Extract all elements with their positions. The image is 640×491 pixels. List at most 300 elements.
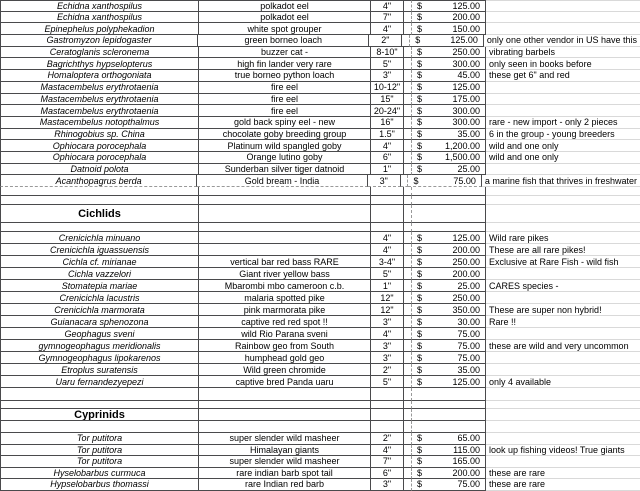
- common-name-cell: Platinum wild spangled goby: [199, 140, 371, 152]
- price-cell: [412, 70, 486, 82]
- common-name-cell: rare Indian red barb: [199, 479, 371, 491]
- price-cell: [410, 35, 484, 47]
- price-cell: [412, 196, 486, 205]
- price-value: 75.00: [453, 175, 476, 186]
- currency-symbol: $: [417, 268, 423, 279]
- common-name-cell: high fin lander very rare: [199, 58, 371, 70]
- page-break-gap: [404, 0, 412, 12]
- common-name-cell: green borneo loach: [198, 35, 369, 47]
- common-name-cell: gold back spiny eel - new: [199, 117, 371, 129]
- species-cell: Crenicichla lacustris: [0, 292, 199, 304]
- page-break-gap: [404, 117, 412, 129]
- price-value: 30.00: [457, 316, 480, 327]
- note-cell: 6 in the group - young breeders: [486, 129, 640, 141]
- note-cell: [486, 456, 640, 468]
- page-break-gap: [404, 304, 412, 316]
- common-name-cell: humphead gold geo: [199, 352, 371, 364]
- size-cell: 1": [371, 164, 404, 176]
- currency-symbol: $: [417, 163, 423, 174]
- common-name-cell: pink marmorata pike: [199, 304, 371, 316]
- species-cell: [0, 388, 199, 401]
- price-cell: [412, 47, 486, 59]
- page-break-gap: [404, 12, 412, 24]
- species-cell: Stomatepia mariae: [0, 280, 199, 292]
- note-cell: [486, 94, 640, 106]
- note-cell: look up fishing videos! True giants: [486, 445, 640, 457]
- price-value: 125.00: [450, 35, 478, 46]
- price-value: 115.00: [453, 444, 480, 455]
- species-cell: Guianacara sphenozona: [0, 316, 199, 328]
- common-name-cell: rare indian barb spot tail: [199, 468, 371, 480]
- price-value: 200.00: [452, 467, 480, 478]
- page-break-gap: [404, 256, 412, 268]
- note-cell: vibrating barbels: [486, 47, 640, 59]
- note-cell: these get 6" and red: [486, 70, 640, 82]
- price-cell: [412, 479, 486, 491]
- price-cell: [412, 421, 486, 433]
- currency-symbol: $: [417, 105, 423, 116]
- currency-symbol: $: [417, 12, 423, 23]
- species-cell: Epinephelus polyphekadion: [0, 23, 199, 35]
- currency-symbol: $: [415, 35, 421, 46]
- species-cell: [0, 196, 199, 205]
- page-break-gap: [404, 433, 412, 445]
- size-cell: 8-10": [371, 47, 404, 59]
- size-cell: 6": [371, 152, 404, 164]
- note-cell: [486, 0, 640, 12]
- page-break-gap: [404, 280, 412, 292]
- size-cell: [371, 223, 404, 232]
- size-cell: 2": [371, 433, 404, 445]
- common-name-cell: true borneo python loach: [199, 70, 371, 82]
- note-cell: these are wild and very uncommon: [486, 340, 640, 352]
- currency-symbol: $: [417, 328, 423, 339]
- price-value: 300.00: [452, 117, 480, 128]
- price-value: 35.00: [457, 128, 480, 139]
- table-row: [0, 175, 640, 187]
- price-value: 200.00: [452, 12, 480, 23]
- table-row: [0, 304, 640, 316]
- size-cell: [371, 196, 404, 205]
- size-cell: 4": [371, 140, 404, 152]
- page-break-gap: [404, 409, 412, 421]
- size-cell: 2": [369, 35, 402, 47]
- table-row: [0, 352, 640, 364]
- page-break-gap: [404, 232, 412, 244]
- note-cell: only seen in books before: [486, 58, 640, 70]
- page-break-gap: [404, 129, 412, 141]
- table-row: [0, 232, 640, 244]
- section-header-row: [0, 409, 640, 421]
- common-name-cell: [199, 232, 371, 244]
- species-cell: Cichla cf. mirianae: [0, 256, 199, 268]
- size-cell: 3": [371, 316, 404, 328]
- price-value: 75.00: [457, 328, 480, 339]
- size-cell: 5": [371, 376, 404, 388]
- note-cell: CARES species -: [486, 280, 640, 292]
- size-cell: 10-12": [371, 82, 404, 94]
- species-cell: Tor putitora: [0, 433, 199, 445]
- size-cell: [371, 409, 404, 421]
- price-value: 300.00: [452, 58, 480, 69]
- table-row: [0, 256, 640, 268]
- common-name-cell: [199, 223, 371, 232]
- species-cell: Ophiocara porocephala: [0, 140, 199, 152]
- table-row: [0, 340, 640, 352]
- table-row: [0, 433, 640, 445]
- note-cell: wild and one only: [486, 140, 640, 152]
- section-header-label: Cichlids: [0, 205, 199, 223]
- page-break-gap: [402, 35, 410, 47]
- size-cell: [371, 401, 404, 409]
- price-cell: [412, 328, 486, 340]
- price-cell: [412, 468, 486, 480]
- note-cell: wild and one only: [486, 152, 640, 164]
- page-break-gap: [404, 82, 412, 94]
- size-cell: 3-4": [371, 256, 404, 268]
- currency-symbol: $: [417, 23, 423, 34]
- table-row: [0, 94, 640, 106]
- species-cell: Cichla vazzelori: [0, 268, 199, 280]
- page-break-gap: [404, 468, 412, 480]
- currency-symbol: $: [417, 232, 423, 243]
- page-break-gap: [404, 340, 412, 352]
- page-break-gap: [404, 205, 412, 223]
- note-cell: [486, 223, 640, 232]
- table-row: [0, 35, 640, 47]
- price-value: 45.00: [457, 70, 480, 81]
- note-cell: [486, 433, 640, 445]
- price-value: 200.00: [452, 244, 480, 255]
- page-break-gap: [404, 140, 412, 152]
- size-cell: 15": [371, 94, 404, 106]
- price-cell: [412, 256, 486, 268]
- species-cell: Echidna xanthospilus: [0, 0, 199, 12]
- currency-symbol: $: [417, 0, 423, 11]
- note-cell: [486, 401, 640, 409]
- currency-symbol: $: [417, 82, 423, 93]
- page-break-gap: [404, 456, 412, 468]
- note-cell: [486, 105, 640, 117]
- note-cell: Rare !!: [486, 316, 640, 328]
- currency-symbol: $: [417, 244, 423, 255]
- table-row: [0, 47, 640, 59]
- price-value: 125.00: [452, 232, 480, 243]
- table-row: [0, 164, 640, 176]
- price-value: 150.00: [452, 23, 480, 34]
- price-value: 125.00: [452, 82, 480, 93]
- note-cell: [486, 292, 640, 304]
- price-value: 65.00: [457, 433, 480, 444]
- empty-row: [0, 421, 640, 433]
- price-cell: [412, 409, 486, 421]
- size-cell: [371, 205, 404, 223]
- common-name-cell: Wild green chromide: [199, 364, 371, 376]
- species-cell: Ophiocara porocephala: [0, 152, 199, 164]
- currency-symbol: $: [417, 47, 423, 58]
- size-cell: [371, 388, 404, 401]
- table-row: [0, 292, 640, 304]
- size-cell: 4": [371, 445, 404, 457]
- note-cell: [486, 364, 640, 376]
- size-cell: 5": [371, 268, 404, 280]
- price-value: 1,200.00: [444, 140, 480, 151]
- common-name-cell: [199, 205, 371, 223]
- price-cell: [412, 152, 486, 164]
- common-name-cell: polkadot eel: [199, 0, 371, 12]
- page-break-gap: [404, 292, 412, 304]
- species-cell: Mastacembelus notopthalmus: [0, 117, 199, 129]
- note-cell: a marine fish that thrives in freshwater: [482, 175, 640, 187]
- price-cell: [412, 433, 486, 445]
- table-row: [0, 105, 640, 117]
- currency-symbol: $: [417, 152, 423, 163]
- page-break-gap: [404, 47, 412, 59]
- currency-symbol: $: [417, 456, 423, 467]
- empty-row: [0, 187, 640, 196]
- page-break-gap: [404, 376, 412, 388]
- page-break-gap: [401, 175, 409, 187]
- species-cell: Hyselobarbus curmuca: [0, 468, 199, 480]
- table-row: [0, 268, 640, 280]
- size-cell: 2": [371, 364, 404, 376]
- price-cell: [412, 401, 486, 409]
- note-cell: [486, 328, 640, 340]
- price-cell: [412, 187, 486, 196]
- currency-symbol: $: [417, 93, 423, 104]
- empty-row: [0, 388, 640, 401]
- species-cell: [0, 401, 199, 409]
- common-name-cell: Giant river yellow bass: [199, 268, 371, 280]
- page-break-gap: [404, 70, 412, 82]
- currency-symbol: $: [417, 256, 423, 267]
- currency-symbol: $: [417, 304, 423, 315]
- empty-row: [0, 196, 640, 205]
- table-row: [0, 23, 640, 35]
- common-name-cell: Orange lutino goby: [199, 152, 371, 164]
- table-row: [0, 82, 640, 94]
- note-cell: only one other vendor in US have this: [484, 35, 640, 47]
- price-cell: [412, 94, 486, 106]
- price-cell: [412, 223, 486, 232]
- note-cell: [486, 388, 640, 401]
- note-cell: [486, 205, 640, 223]
- size-cell: 3": [371, 340, 404, 352]
- page-break-gap: [404, 328, 412, 340]
- currency-symbol: $: [417, 58, 423, 69]
- price-cell: [412, 140, 486, 152]
- price-value: 25.00: [457, 163, 480, 174]
- currency-symbol: $: [417, 70, 423, 81]
- note-cell: [486, 187, 640, 196]
- currency-symbol: $: [413, 175, 419, 186]
- species-cell: Mastacembelus erythrotaenia: [0, 82, 199, 94]
- price-cell: [412, 129, 486, 141]
- size-cell: 20-24": [371, 105, 404, 117]
- price-cell: [412, 364, 486, 376]
- species-cell: Datnoid polota: [0, 164, 199, 176]
- size-cell: 4": [371, 232, 404, 244]
- size-cell: 3": [371, 70, 404, 82]
- common-name-cell: Gold bream - India: [197, 175, 368, 187]
- note-cell: [486, 196, 640, 205]
- table-row: [0, 468, 640, 480]
- species-cell: [0, 223, 199, 232]
- note-cell: these are rare: [486, 479, 640, 491]
- table-row: [0, 244, 640, 256]
- page-break-gap: [404, 364, 412, 376]
- price-value: 165.00: [452, 456, 480, 467]
- note-cell: [486, 268, 640, 280]
- table-row: [0, 456, 640, 468]
- price-cell: [412, 205, 486, 223]
- note-cell: rare - new import - only 2 pieces: [486, 117, 640, 129]
- page-break-gap: [404, 352, 412, 364]
- price-value: 300.00: [452, 105, 480, 116]
- note-cell: These are all rare pikes!: [486, 244, 640, 256]
- currency-symbol: $: [417, 467, 423, 478]
- page-break-gap: [404, 445, 412, 457]
- page-break-gap: [404, 152, 412, 164]
- size-cell: 4": [371, 0, 404, 12]
- price-value: 250.00: [452, 256, 480, 267]
- currency-symbol: $: [417, 340, 423, 351]
- note-cell: [486, 82, 640, 94]
- empty-row: [0, 223, 640, 232]
- size-cell: 4": [371, 244, 404, 256]
- common-name-cell: polkadot eel: [199, 12, 371, 24]
- note-cell: [486, 409, 640, 421]
- currency-symbol: $: [417, 433, 423, 444]
- common-name-cell: captive bred Panda uaru: [199, 376, 371, 388]
- price-cell: [412, 117, 486, 129]
- common-name-cell: fire eel: [199, 82, 371, 94]
- common-name-cell: fire eel: [199, 105, 371, 117]
- size-cell: 3": [368, 175, 401, 187]
- page-break-gap: [404, 421, 412, 433]
- table-row: [0, 152, 640, 164]
- species-cell: Uaru fernandezyepezi: [0, 376, 199, 388]
- table-row: [0, 316, 640, 328]
- currency-symbol: $: [417, 352, 423, 363]
- size-cell: [371, 421, 404, 433]
- table-row: [0, 445, 640, 457]
- page-break-gap: [404, 223, 412, 232]
- price-cell: [412, 232, 486, 244]
- currency-symbol: $: [417, 280, 423, 291]
- common-name-cell: [199, 196, 371, 205]
- page-break-gap: [404, 479, 412, 491]
- common-name-cell: buzzer cat -: [199, 47, 371, 59]
- species-cell: Crenicichla iguassuensis: [0, 244, 199, 256]
- common-name-cell: captive red red spot !!: [199, 316, 371, 328]
- species-cell: Homaloptera orthogoniata: [0, 70, 199, 82]
- price-cell: [412, 376, 486, 388]
- common-name-cell: wild Rio Parana sveni: [199, 328, 371, 340]
- species-cell: Tor putitora: [0, 445, 199, 457]
- price-value: 1,500.00: [444, 152, 480, 163]
- price-cell: [408, 175, 481, 187]
- price-value: 25.00: [457, 280, 480, 291]
- price-cell: [412, 280, 486, 292]
- page-break-gap: [404, 401, 412, 409]
- price-value: 200.00: [452, 268, 480, 279]
- species-cell: Mastacembelus erythrotaenia: [0, 105, 199, 117]
- common-name-cell: [199, 409, 371, 421]
- table-row: [0, 376, 640, 388]
- currency-symbol: $: [417, 140, 423, 151]
- page-break-gap: [404, 94, 412, 106]
- page-break-gap: [404, 23, 412, 35]
- table-row: [0, 364, 640, 376]
- species-cell: Ceratoglanis scleronema: [0, 47, 199, 59]
- species-cell: Geophagus sveni: [0, 328, 199, 340]
- species-cell: Tor putitora: [0, 456, 199, 468]
- size-cell: 12": [371, 292, 404, 304]
- price-cell: [412, 316, 486, 328]
- price-cell: [412, 445, 486, 457]
- note-cell: Wild rare pikes: [486, 232, 640, 244]
- price-cell: [412, 58, 486, 70]
- size-cell: [371, 187, 404, 196]
- page-break-gap: [404, 196, 412, 205]
- page-break-gap: [404, 316, 412, 328]
- price-cell: [412, 340, 486, 352]
- price-cell: [412, 244, 486, 256]
- price-cell: [412, 304, 486, 316]
- price-value: 125.00: [452, 0, 480, 11]
- price-value: 75.00: [457, 340, 480, 351]
- page-break-gap: [404, 268, 412, 280]
- table-row: [0, 12, 640, 24]
- price-cell: [412, 388, 486, 401]
- table-row: [0, 479, 640, 491]
- common-name-cell: [199, 401, 371, 409]
- size-cell: 1.5": [371, 129, 404, 141]
- section-header-label: Cyprinids: [0, 409, 199, 421]
- species-cell: Acanthopagrus berda: [0, 175, 197, 187]
- price-value: 75.00: [457, 479, 480, 490]
- note-cell: [486, 12, 640, 24]
- note-cell: Exclusive at Rare Fish - wild fish: [486, 256, 640, 268]
- size-cell: 4": [371, 328, 404, 340]
- table-row: [0, 117, 640, 129]
- page-break-gap: [404, 105, 412, 117]
- price-value: 75.00: [457, 352, 480, 363]
- species-cell: Gymnogeophagus lipokarenos: [0, 352, 199, 364]
- price-value: 175.00: [452, 93, 480, 104]
- common-name-cell: chocolate goby breeding group: [199, 129, 371, 141]
- size-cell: 5": [371, 58, 404, 70]
- common-name-cell: super slender wild masheer: [199, 456, 371, 468]
- common-name-cell: Himalayan giants: [199, 445, 371, 457]
- currency-symbol: $: [417, 364, 423, 375]
- price-value: 350.00: [452, 304, 480, 315]
- common-name-cell: vertical bar red bass RARE: [199, 256, 371, 268]
- note-cell: These are super non hybrid!: [486, 304, 640, 316]
- species-cell: Crenicichla minuano: [0, 232, 199, 244]
- table-row: [0, 129, 640, 141]
- common-name-cell: [199, 421, 371, 433]
- size-cell: 7": [371, 456, 404, 468]
- price-value: 250.00: [452, 292, 480, 303]
- table-row: [0, 58, 640, 70]
- species-cell: Crenicichla marmorata: [0, 304, 199, 316]
- common-name-cell: Mbarombi mbo cameroon c.b.: [199, 280, 371, 292]
- common-name-cell: [199, 244, 371, 256]
- species-cell: [0, 421, 199, 433]
- common-name-cell: Rainbow geo from South: [199, 340, 371, 352]
